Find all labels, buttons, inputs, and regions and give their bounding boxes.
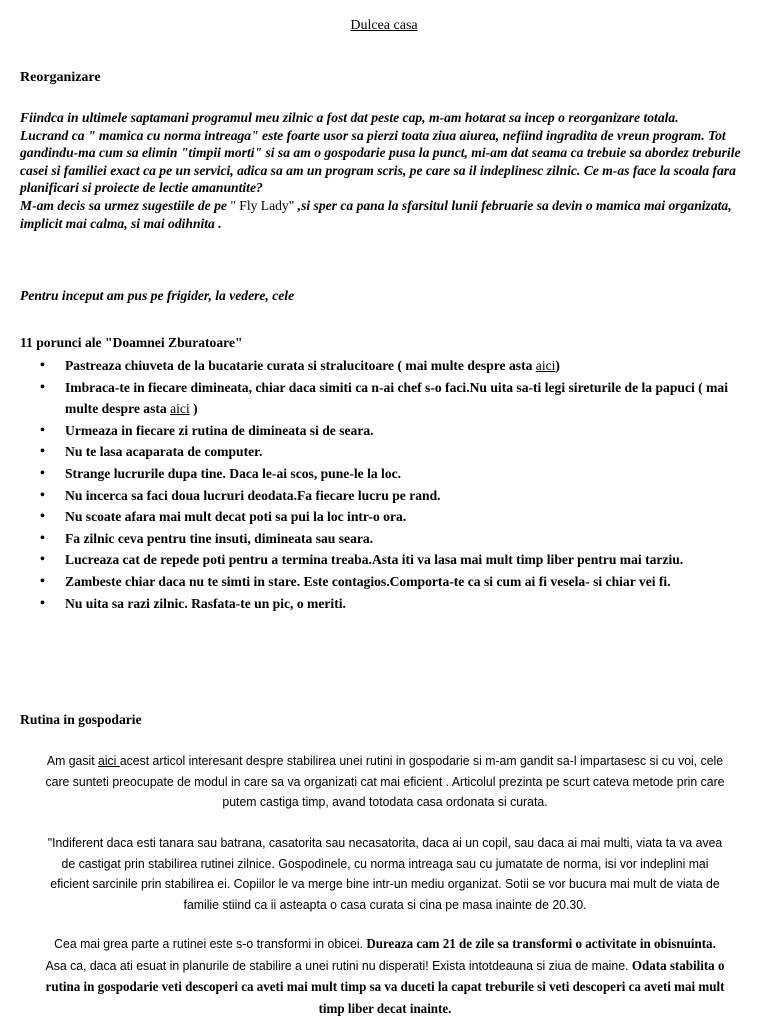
intro-paragraph-4: Pentru inceput am pus pe frigider, la vedere, cele [20,288,295,303]
rules-list [20,355,758,614]
rule-2-end: ) [189,401,198,417]
document-title: Dulcea casa [350,18,418,33]
heading-rutina: Rutina in gospodarie [20,712,142,727]
intro-paragraph-2: Lucrand ca " mamica cu norma intreaga" este foarte usor sa pierzi toata ziua aiurea, nefiind ingradita de vreun program. Tot gandindu-ma cum sa elimin "timpii morti" si sa am o gospodarie pusa la punct, mi-am dat seama ca trebuie sa abordez treburile casei si familiei exact ca pe un servici, adica sa am un program scris, pe care sa il indeplinesc zilnic. Ce m-as face la scoala fara planificari si proiecte de lectie amanuntite? [20,127,741,196]
intro-paragraph-3-end: ,si sper ca pana la sfarsitul lunii februarie sa devin o mamica mai organizata, implicit mai calma, si mai odihnita . [20,197,732,231]
rule-2-text: Imbraca-te in fiecare dimineata, chiar daca simiti ca n-ai chef s-o faci.Nu uita sa-ti legi sireturile de la papuci ( mai multe despre asta [65,379,728,417]
list-item: • Urmeaza in fiecare zi rutina de dimineata si de seara. [20,420,758,442]
aici-link[interactable]: aici [535,358,556,373]
list-item: • Nu scoate afara mai mult decat poti sa pui la loc intr-o ora. [20,506,758,528]
section2-p3-c: Asa ca, daca ati esuat in planurile de stabilire a unei rutini nu disperati! Exista intotdeauna si ziua de maine. [45,957,632,973]
rules-heading: 11 porunci ale "Doamnei Zburatoare" [20,335,243,350]
list-item [20,377,758,420]
intro-paragraph-3-start: M-am decis sa urmez sugestiile de pe [20,197,231,213]
section2-p2-text: "Indiferent daca esti tanara sau batrana, casatorita sau necasatorita, daca ai un copil, sau daca ai mai multi, viata ta va avea de castigat prin stabilirea rutinei zilnice. Gospodinele, cu norma intreaga sau cu jumatate de norma, isi vor indeplini mai eficient sarcinile prin stabilirea ei. Copiilor le va merge bine intr-un mediu organizat. Sotii se vor bucura mai mult de viata de familie stiind ca ii asteapta o casa curata si cina pe masa inainte de 20.30. [47,835,723,912]
list-item: • Nu uita sa razi zilnic. Rasfata-te un pic, o meriti. [20,593,758,615]
list-item [20,355,758,377]
rule-1-text: Pastreaza chiuveta de la bucatarie curata si stralucitoare ( mai multe despre asta [65,358,536,373]
heading-reorganizare: Reorganizare [20,70,101,85]
list-item: • Nu te lasa acaparata de computer. [20,441,758,463]
section2-paragraph-1 [44,751,727,813]
intro-paragraph-3 [20,197,755,232]
section2-paragraph-2 [44,833,727,915]
section2-p1-rest: acest articol interesant despre stabilirea unei rutini in gospodarie si m-am gandit sa-l impartasesc si cu voi, cele care sunteti preocupate de modul in care sa va organizati cat mai eficient . Articolul prezinta pe scurt cateva metode prin care putem castiga timp, avand totodata casa ordonata si curata. [45,753,725,810]
aici-link[interactable]: aici [170,401,190,417]
intro-paragraph-1: Fiindca in ultimele saptamani programul meu zilnic a fost dat peste cap, m-am hotarat sa incep o reorganizare totala. [20,110,679,125]
list-item: • Fa zilnic ceva pentru tine insuti, dimineata sau seara. [20,528,758,550]
section2-p3-b: Dureaza cam 21 de zile sa transformi o activitate in obisnuinta. [366,937,716,952]
aici-article-link[interactable]: aici [98,753,120,768]
intro-section [20,109,755,232]
section2-p3-d: Odata stabilita o rutina in gospodarie veti descoperi ca aveti mai mult timp sa va duceti la capat treburile si veti descoperi ca aveti mai mult timp liber decat inainte. [45,958,725,1017]
section2-p1-start: Am gasit [46,753,99,768]
list-item: • Nu incerca sa faci doua lucruri deodata.Fa fiecare lucru pe rand. [20,485,758,507]
list-item: • Lucreaza cat de repede poti pentru a termina treaba.Asta iti va lasa mai mult timp liber pentru mai tarziu. [20,549,758,571]
rule-1-end: ) [555,358,560,373]
section2-paragraph-3 [44,934,727,1020]
section2-p3-a: Cea mai grea parte a rutinei este s-o transformi in obicei. [54,936,367,951]
list-item: • Strange lucrurile dupa tine. Daca le-ai scos, pune-le la loc. [20,463,758,485]
fly-lady-name: " Fly Lady" [230,197,295,213]
list-item: • Zambeste chiar daca nu te simti in stare. Este contagios.Comporta-te ca si cum ai fi vesela- si chiar vei fi. [20,571,758,593]
